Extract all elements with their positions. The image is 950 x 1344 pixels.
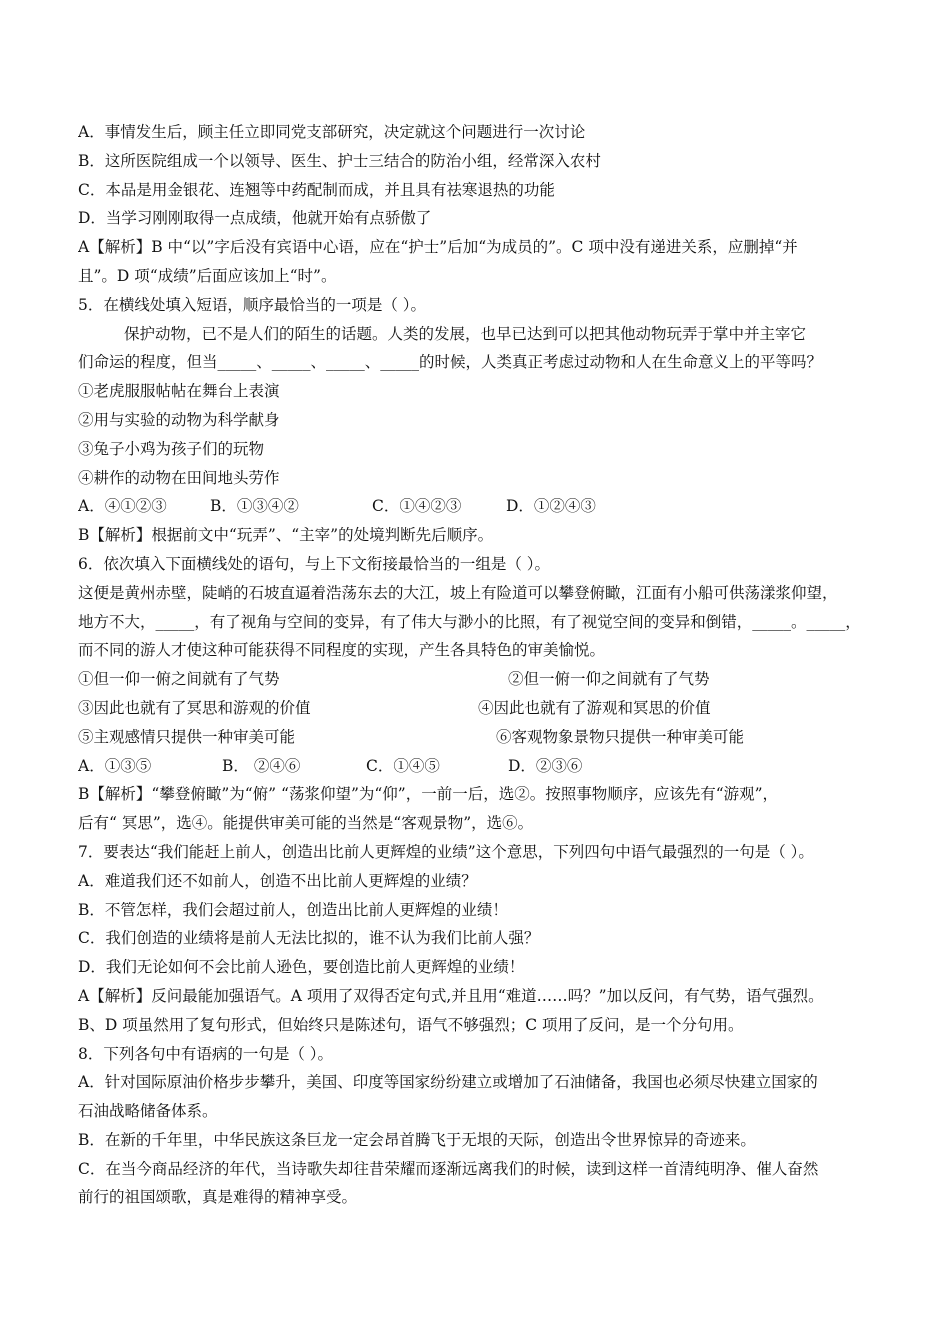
q6-passage-line: 这便是黄州赤壁，陡峭的石坡直逼着浩荡东去的大江，坡上有险道可以攀登俯瞰，江面有小船可供荡漾浆仰望， — [78, 583, 838, 602]
q5-choice-b: B．①③④② — [210, 497, 299, 516]
q6-item: ①但一仰一俯之间就有了气势 — [78, 670, 280, 689]
q5-choice-a: A．④①②③ — [78, 497, 167, 516]
q5-choice-c: C．①④②③ — [372, 497, 462, 516]
q6-item: ⑥客观物象景物只提供一种审美可能 — [496, 727, 745, 746]
q8-line: 石油战略储备体系。 — [78, 1102, 218, 1121]
q6-passage-line: 地方不大，_____，有了视角与空间的变异，有了伟大与渺小的比照，有了视觉空间的变异和倒错，_____。_____， — [78, 612, 861, 631]
q6-stem: 6．依次填入下面横线处的语句，与上下文衔接最恰当的一组是（ ）。 — [78, 554, 551, 573]
q6-item-row — [78, 723, 878, 752]
q6-choice-a: A．①③⑤ — [78, 756, 152, 775]
q4-option-b: B．这所医院组成一个以领导、医生、护士三结合的防治小组，经常深入农村 — [78, 151, 601, 170]
q8-line: 前行的祖国颂歌，真是难得的精神享受。 — [78, 1188, 358, 1207]
q6-item-row — [78, 694, 878, 723]
q5-item: ③兔子小鸡为孩子们的玩物 — [78, 439, 265, 458]
q5-analysis: B【解析】根据前文中“玩弄”、“主宰”的处境判断先后顺序。 — [78, 526, 494, 545]
q6-item: ④因此也就有了游观和冥思的价值 — [478, 698, 711, 717]
q8-line: B．在新的千年里，中华民族这条巨龙一定会昂首腾飞于无垠的天际，创造出令世界惊异的奇迹来。 — [78, 1130, 756, 1149]
q4-analysis-line: A【解析】B 中“以”字后没有宾语中心语，应在“护士”后加“为成员的”。C 项中没有递进关系，应删掉“并 — [78, 238, 798, 257]
q8-line: A．针对国际原油价格步步攀升，美国、印度等国家纷纷建立或增加了石油储备，我国也必须尽快建立国家的 — [78, 1073, 818, 1092]
q8-line: C．在当今商品经济的年代，当诗歌失却往昔荣耀而逐渐远离我们的时候，读到这样一首清纯明净、催人奋然 — [78, 1159, 819, 1178]
q6-choice-b: B． ②④⑥ — [222, 756, 301, 775]
q6-item: ③因此也就有了冥思和游观的价值 — [78, 698, 311, 717]
q5-choices — [78, 492, 878, 521]
q6-item-row — [78, 665, 878, 694]
document-page — [78, 118, 878, 1212]
q6-analysis-line: 后有“ 冥思”，选④。能提供审美可能的当然是“客观景物”，选⑥。 — [78, 814, 534, 833]
q7-analysis-line: B、D 项虽然用了复句形式，但始终只是陈述句，语气不够强烈；C 项用了反问，是一个分句用。 — [78, 1015, 744, 1034]
q7-option-d: D．我们无论如何不会比前人逊色，要创造比前人更辉煌的业绩！ — [78, 958, 525, 977]
q6-item: ②但一俯一仰之间就有了气势 — [508, 670, 710, 689]
q7-option-c: C．我们创造的业绩将是前人无法比拟的，谁不认为我们比前人强？ — [78, 929, 540, 948]
q5-item: ①老虎服服帖帖在舞台上表演 — [78, 382, 280, 401]
q5-item: ④耕作的动物在田间地头劳作 — [78, 468, 280, 487]
q6-item: ⑤主观感情只提供一种审美可能 — [78, 727, 296, 746]
q4-option-a: A．事情发生后，顾主任立即同党支部研究，决定就这个问题进行一次讨论 — [78, 123, 586, 141]
q5-choice-d: D．①②④③ — [506, 497, 596, 516]
q5-passage-line: 们命运的程度，但当_____、_____、_____、_____的时候，人类真正考虑过动物和人在生命意义上的平等吗？ — [78, 353, 823, 372]
q6-choice-c: C．①④⑤ — [366, 756, 440, 775]
q7-option-b: B．不管怎样，我们会超过前人，创造出比前人更辉煌的业绩！ — [78, 900, 508, 919]
q8-stem: 8．下列各句中有语病的一句是（ ）。 — [78, 1044, 334, 1063]
q7-stem: 7．要表达“我们能赶上前人，创造出比前人更辉煌的业绩”这个意思，下列四句中语气最强烈的一句是（ ）。 — [78, 842, 814, 861]
q6-choice-d: D．②③⑥ — [508, 756, 583, 775]
q6-choices — [78, 752, 878, 781]
q7-analysis-line: A【解析】反问最能加强语气。A 项用了双得否定句式,并且用“难道……吗？”加以反问，有气势，语气强烈。 — [78, 986, 824, 1005]
q5-passage-line: 保护动物，已不是人们的陌生的话题。人类的发展，也早已达到可以把其他动物玩弄于掌中并主宰它 — [124, 324, 807, 343]
q4-option-c: C．本品是用金银花、连翘等中药配制而成，并且具有祛寒退热的功能 — [78, 180, 555, 199]
q6-analysis-line: B【解析】“攀登俯瞰”为“俯” “荡浆仰望”为“仰”，一前一后，选②。按照事物顺序，应该先有“游观”， — [78, 785, 779, 804]
q5-stem: 5．在横线处填入短语，顺序最恰当的一项是（ ）。 — [78, 295, 427, 314]
q7-option-a: A．难道我们还不如前人，创造不出比前人更辉煌的业绩？ — [78, 871, 477, 890]
q5-item: ②用与实验的动物为科学献身 — [78, 410, 280, 429]
q6-passage-line: 而不同的游人才使这种可能获得不同程度的实现，产生各具特色的审美愉悦。 — [78, 641, 606, 660]
q4-analysis-line: 且”。D 项“成绩”后面应该加上“时”。 — [78, 266, 337, 285]
q4-option-d: D．当学习刚刚取得一点成绩，他就开始有点骄傲了 — [78, 209, 432, 228]
